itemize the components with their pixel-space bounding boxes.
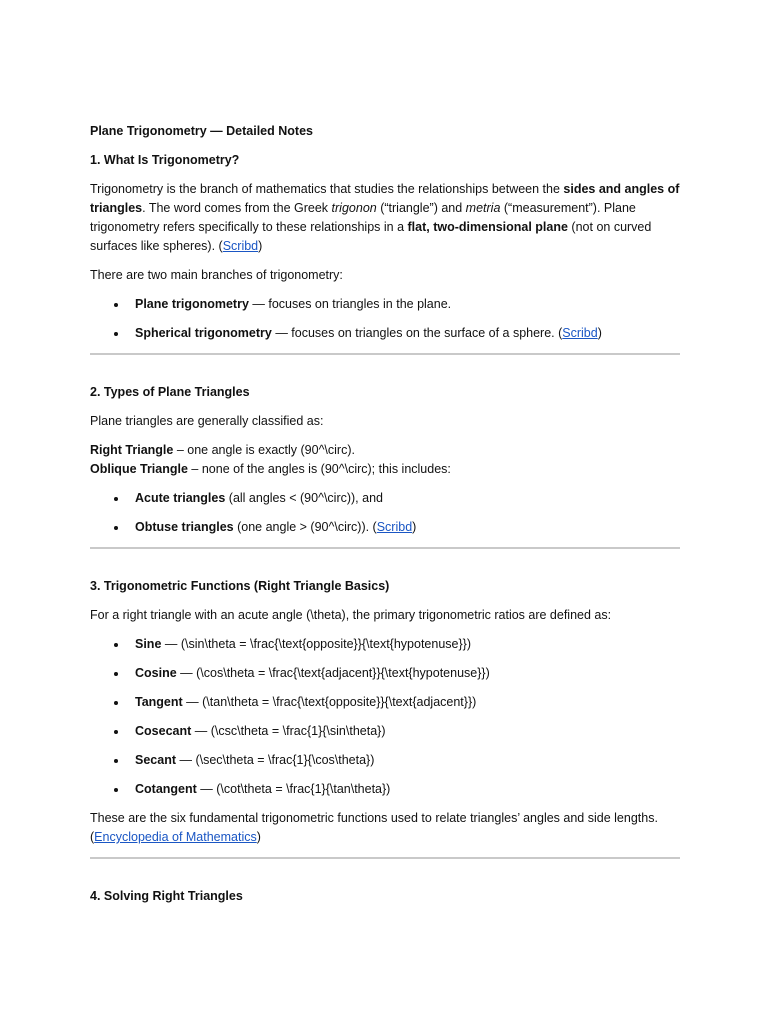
section-divider bbox=[90, 547, 680, 549]
section-heading-solving-right-triangles: 4. Solving Right Triangles bbox=[90, 889, 243, 903]
section-heading-types-of-triangles: 2. Types of Plane Triangles bbox=[90, 385, 250, 399]
document-content bbox=[90, 122, 680, 916]
list-item: Secant — (\sec\theta = \frac{1}{\cos\theta}) bbox=[90, 751, 680, 770]
oblique-types-list bbox=[90, 489, 680, 537]
list-item: Cotangent — (\cot\theta = \frac{1}{\tan\theta}) bbox=[90, 780, 680, 799]
section-divider bbox=[90, 353, 680, 355]
section-heading-trig-functions: 3. Trigonometric Functions (Right Triangle Basics) bbox=[90, 579, 390, 593]
branches-list bbox=[90, 295, 680, 343]
paragraph-definition: Trigonometry is the branch of mathematics that studies the relationships between the sides and angles of triangles. The word comes from the Greek trigonon (“triangle”) and metria (“measurement”). Plane trigonometry refers specifically to these relationships in a flat, two-dimensional plane (not on curved surfaces like spheres). (Scribd) bbox=[90, 182, 680, 253]
section-divider bbox=[90, 857, 680, 859]
list-item: Obtuse triangles (one angle > (90^\circ)). (Scribd) bbox=[90, 518, 680, 537]
list-item: Plane trigonometry — focuses on triangles in the plane. bbox=[90, 295, 680, 314]
trig-functions-list bbox=[90, 635, 680, 799]
oblique-triangle-line: Oblique Triangle – none of the angles is (90^\circ); this includes: bbox=[90, 462, 451, 476]
source-link-encyclopedia[interactable]: Encyclopedia of Mathematics bbox=[94, 830, 257, 844]
section-heading-what-is-trigonometry: 1. What Is Trigonometry? bbox=[90, 153, 240, 167]
document-title: Plane Trigonometry — Detailed Notes bbox=[90, 124, 313, 138]
list-item: Acute triangles (all angles < (90^\circ)), and bbox=[90, 489, 680, 508]
right-triangle-line: Right Triangle – one angle is exactly (90^\circ). bbox=[90, 443, 355, 457]
paragraph-ratios-intro: For a right triangle with an acute angle (\theta), the primary trigonometric ratios are defined as: bbox=[90, 608, 612, 622]
list-item: Sine — (\sin\theta = \frac{\text{opposite}}{\text{hypotenuse}}) bbox=[90, 635, 680, 654]
list-item: Tangent — (\tan\theta = \frac{\text{opposite}}{\text{adjacent}}) bbox=[90, 693, 680, 712]
list-item: Cosine — (\cos\theta = \frac{\text{adjacent}}{\text{hypotenuse}}) bbox=[90, 664, 680, 683]
paragraph-classification-intro: Plane triangles are generally classified as: bbox=[90, 414, 324, 428]
list-item: Spherical trigonometry — focuses on triangles on the surface of a sphere. (Scribd) bbox=[90, 324, 680, 343]
source-link-scribd[interactable]: Scribd bbox=[222, 239, 259, 253]
paragraph-branches-intro: There are two main branches of trigonometry: bbox=[90, 268, 343, 282]
source-link-scribd[interactable]: Scribd bbox=[562, 326, 598, 340]
paragraph-functions-summary: These are the six fundamental trigonometric functions used to relate triangles’ angles and side lengths. (Encyclopedia of Mathematics) bbox=[90, 811, 658, 844]
list-item: Cosecant — (\csc\theta = \frac{1}{\sin\theta}) bbox=[90, 722, 680, 741]
source-link-scribd[interactable]: Scribd bbox=[376, 520, 413, 534]
